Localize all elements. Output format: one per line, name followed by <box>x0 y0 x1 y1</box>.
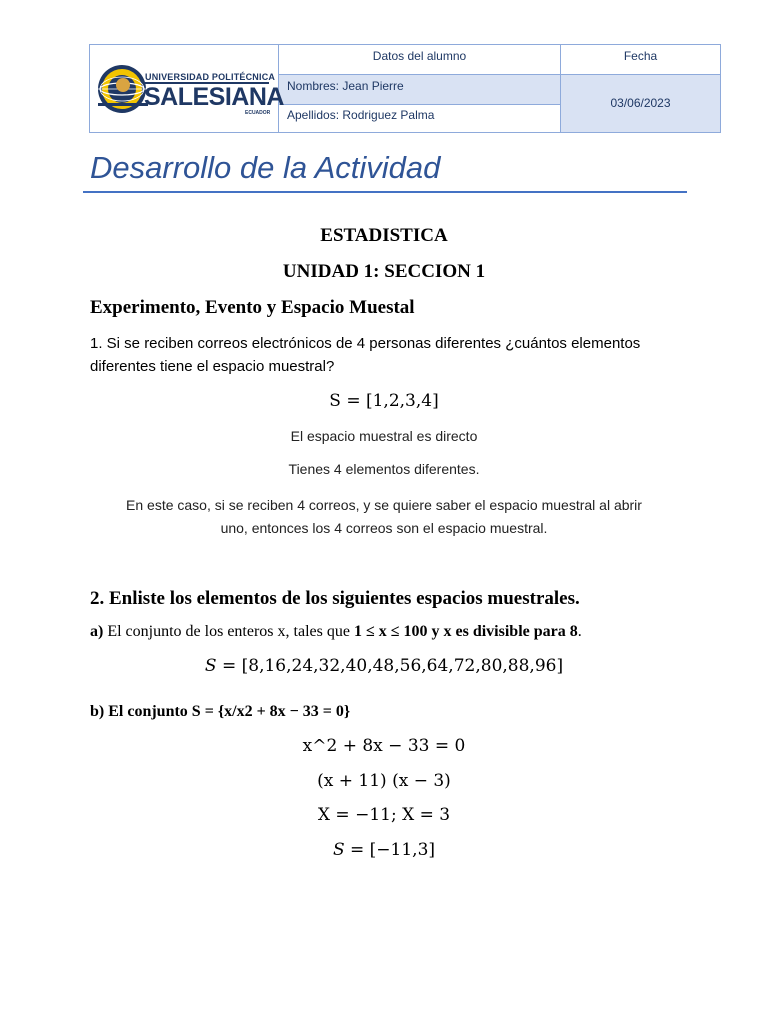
section-heading: Experimento, Evento y Espacio Muestal <box>90 297 415 318</box>
logo-line-1: UNIVERSIDAD POLITÉCNICA <box>145 72 276 82</box>
q2a-end: . <box>577 623 582 640</box>
q2a-text <box>90 623 582 641</box>
unit-heading: UNIDAD 1: SECCION 1 <box>282 261 486 282</box>
table-divider <box>279 104 560 105</box>
q1-note-3-line1: En este caso, si se reciben 4 correos, y se quiere saber el espacio muestral al abrir <box>126 497 642 513</box>
table-divider <box>279 74 720 75</box>
title-underline <box>83 191 687 193</box>
q1-note-2: Tienes 4 elementos diferentes. <box>288 461 480 477</box>
q1-text-line1: 1. Si se reciben correos electrónicos de 4 personas diferentes ¿cuántos elementos <box>90 335 641 352</box>
university-logo <box>90 45 284 132</box>
q2a-condition: 1 ≤ x ≤ 100 y x es divisible para 8 <box>353 623 578 640</box>
q2a-label: a) <box>90 623 104 640</box>
q2b-result <box>0 840 768 860</box>
q1-text-line2: diferentes tiene el espacio muestral? <box>90 358 335 375</box>
q2b-step-3: X = −11; X = 3 <box>317 805 451 825</box>
subject-heading: ESTADISTICA <box>320 225 448 246</box>
q2a-formula <box>0 656 768 676</box>
q2b-text: b) El conjunto S = {x/x2 + 8x − 33 = 0} <box>90 703 351 720</box>
q2b-step-1: x^2 + 8x − 33 = 0 <box>302 736 466 756</box>
q1-formula: S = [1,2,3,4] <box>329 391 439 411</box>
q2a-formula-s: S <box>204 656 217 676</box>
q2-title: 2. Enliste los elementos de los siguientes espacios muestrales. <box>90 588 580 609</box>
fecha-title: Fecha <box>623 49 658 63</box>
q2a-body: El conjunto de los enteros x, tales que <box>103 623 354 640</box>
page-title: Desarrollo de la Actividad <box>90 150 441 185</box>
datos-title: Datos del alumno <box>372 49 467 63</box>
logo-line-3: ECUADOR <box>245 110 271 116</box>
q2b-result-s: S <box>332 840 345 860</box>
nombres-field: Nombres: Jean Pierre <box>287 79 404 93</box>
q1-note-1: El espacio muestral es directo <box>290 428 478 444</box>
q1-note-3-line2: uno, entonces los 4 correos son el espacio muestral. <box>220 520 548 536</box>
q2b-step-2: (x + 11) (x − 3) <box>317 771 451 791</box>
q2a-formula-set: = [8,16,24,32,40,48,56,64,72,80,88,96] <box>216 656 564 676</box>
q2b-result-set: = [−11,3] <box>344 840 436 860</box>
logo-line-2: SALESIANA <box>144 83 284 111</box>
fecha-value: 03/06/2023 <box>610 96 671 110</box>
apellidos-field: Apellidos: Rodriguez Palma <box>287 108 435 122</box>
